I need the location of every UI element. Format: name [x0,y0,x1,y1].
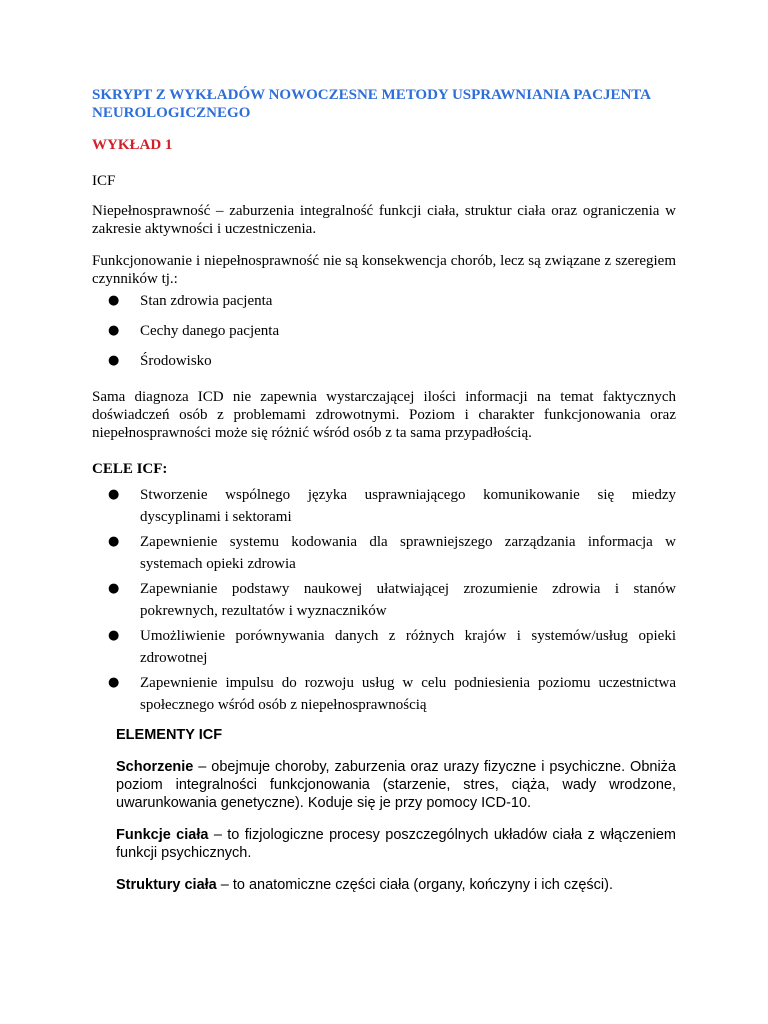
element-funkcje-ciala [116,826,676,862]
lecture-heading: WYKŁAD 1 [92,137,173,153]
bullet-icon: ● [108,628,120,643]
element-term: Struktury ciała [116,877,217,893]
factors-list [108,292,676,370]
paragraph-disability: Niepełnosprawność – zaburzenia integralność funkcji ciała, struktur ciała oraz ograniczenia w zakresie aktywności i uczestniczenia. [92,203,676,237]
list-item: ● Stan zdrowia pacjenta [108,293,273,309]
bullet-icon: ● [108,534,120,549]
goals-list [108,484,676,716]
element-term: Funkcje ciała [116,827,209,843]
bullet-icon: ● [108,487,120,502]
goals-heading: CELE ICF: [92,461,168,477]
bullet-icon: ● [108,293,120,308]
bullet-icon: ● [108,581,120,596]
bullet-icon: ● [108,353,120,368]
list-item: ● Stworzenie wspólnego języka usprawniającego komunikowanie się miedzy dyscyplinami i sektorami [108,484,676,528]
paragraph-diagnosis: Sama diagnoza ICD nie zapewnia wystarczającej ilości informacji na temat faktycznych doświadczeń osób z problemami zdrowotnymi. Poziom i charakter funkcjonowania oraz niepełnosprawności może się różnić wśród osób z ta sama przypadłością. [92,389,676,441]
element-struktury-ciala [116,876,676,894]
icf-label: ICF [92,173,116,189]
elements-heading: ELEMENTY ICF [116,727,223,743]
element-text: – to anatomiczne części ciała (organy, kończyny i ich części). [216,877,613,893]
list-item: ● Zapewnienie systemu kodowania dla sprawniejszego zarządzania informacja w systemach opieki zdrowia [108,531,676,575]
document-title: SKRYPT Z WYKŁADÓW NOWOCZESNE METODY USPRAWNIANIA PACJENTA NEUROLOGICZNEGO [92,87,651,121]
paragraph-functioning: Funkcjonowanie i niepełnosprawność nie są konsekwencja chorób, lecz są związane z szeregiem czynników tj.: [92,253,676,287]
element-text: – to fizjologiczne procesy poszczególnych układów ciała z włączeniem funkcji psychicznych. [116,827,676,861]
element-schorzenie [116,758,676,812]
bullet-icon: ● [108,323,120,338]
element-text: – obejmuje choroby, zaburzenia oraz urazy fizyczne i psychiczne. Obniża poziom integralności funkcjonowania (starzenie, stres, ciąża, wady wrodzone, uwarunkowania genetyczne). Koduje się je przy pomocy ICD-10. [116,759,676,811]
list-item: ● Cechy danego pacjenta [108,323,280,339]
list-item: ● Środowisko [108,353,212,369]
bullet-icon: ● [108,675,120,690]
list-item: ● Umożliwienie porównywania danych z różnych krajów i systemów/usług opieki zdrowotnej [108,625,676,669]
list-item: ● Zapewnianie podstawy naukowej ułatwiającej zrozumienie zdrowia i stanów pokrewnych, rezultatów i wyznaczników [108,578,676,622]
list-item: ● Zapewnienie impulsu do rozwoju usług w celu podniesienia poziomu uczestnictwa społecznego wśród osób z niepełnosprawnością [108,672,676,716]
element-term: Schorzenie [116,759,194,775]
